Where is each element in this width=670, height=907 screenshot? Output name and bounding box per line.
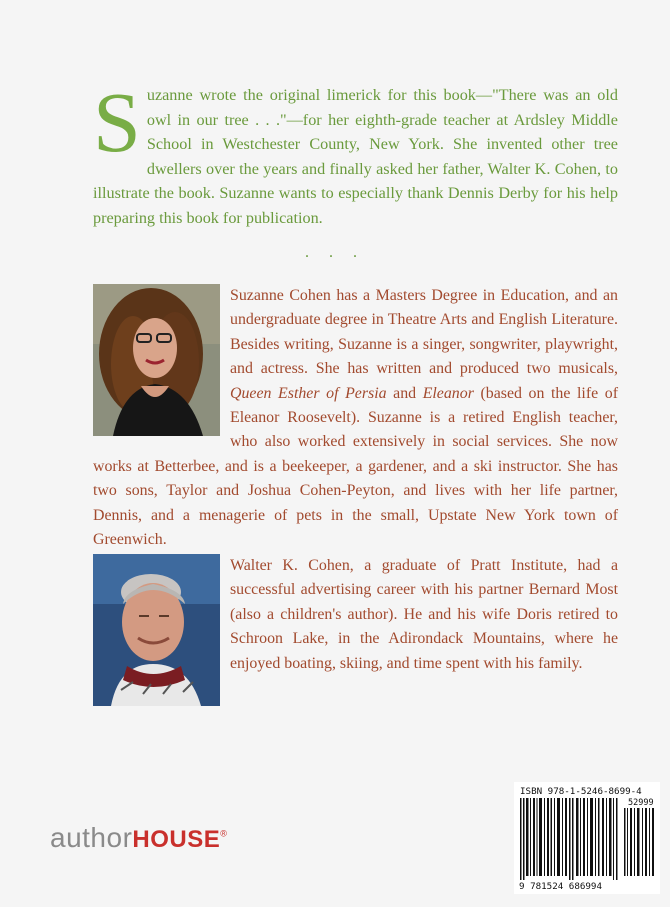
author-bio-text-1: Suzanne Cohen has a Masters Degree in Education, and an undergraduate degree in Theatre Arts and English Literature. Besides writing, Suzanne is a singer, songwriter, playwright, and actress. She has written and produced two musicals,: [230, 287, 618, 378]
publisher-logo: [50, 822, 227, 854]
section-divider: . . .: [305, 244, 365, 261]
barcode-number: 9 781524 686994: [519, 881, 602, 892]
barcode-bars: [514, 796, 660, 884]
isbn-barcode: [514, 782, 660, 894]
illustrator-bio: [93, 554, 618, 708]
logo-author-text: author: [50, 822, 133, 853]
intro-paragraph: [93, 74, 618, 231]
author-bio: [93, 284, 618, 552]
musical-title-2: Eleanor: [422, 384, 474, 402]
registered-mark: ®: [220, 828, 228, 839]
intro-text: uzanne wrote the original limerick for this book—"There was an old owl in our tree . . ."—for her eighth-grade teacher at Ardsley Middle School in Westchester County, New York. She invented other tree dwellers over the years and finally asked her father, Walter K. Cohen, to illustrate the book. Suzanne wants to especially thank Dennis Derby for his help preparing this book for publication.: [93, 86, 618, 227]
drop-cap: S: [93, 74, 141, 170]
musical-title-1: Queen Esther of Persia: [230, 384, 387, 402]
isbn-text: ISBN 978-1-5246-8699-4: [520, 786, 642, 797]
conjunction-text: and: [386, 384, 423, 402]
logo-house-text: HOUSE: [132, 826, 221, 853]
author-photo: [93, 284, 220, 436]
illustrator-photo: [93, 554, 220, 706]
price-code: 52999: [628, 798, 654, 808]
illustrator-bio-text: Walter K. Cohen, a graduate of Pratt Institute, had a successful advertising career with his partner Bernard Most (also a children's author). He and his wife Doris retired to Schroon Lake, in the Adirondack Mountains, where he enjoyed boating, skiing, and time spent with his family.: [230, 557, 618, 672]
author-bio-text-2: (based on the life of Eleanor Roosevelt). Suzanne is a retired English teacher, who also worked extensively in social services. She now works at Betterbee, and is a beekeeper, a gardener, and a ski instructor. She has two sons, Taylor and Joshua Cohen-Peyton, and lives with her life partner, Dennis, and a menagerie of pets in the small, Upstate New York town of Greenwich.: [93, 384, 618, 549]
